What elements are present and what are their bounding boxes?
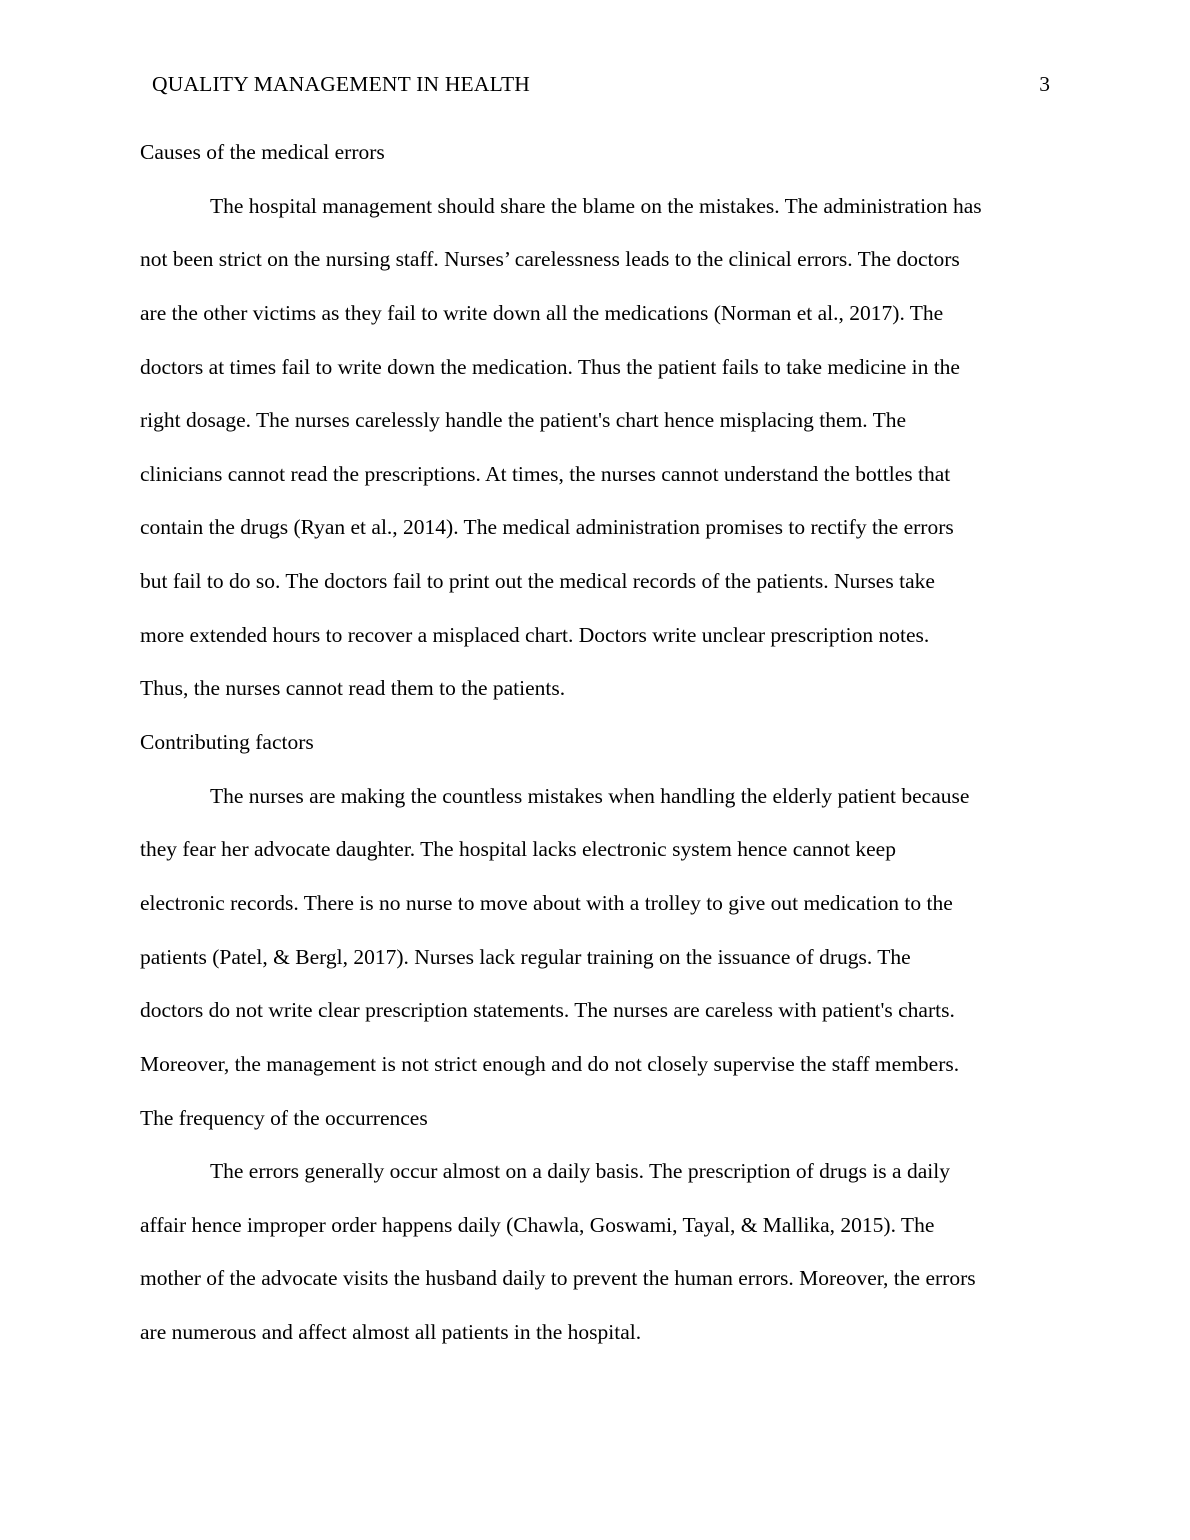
section-heading: The frequency of the occurrences <box>140 1105 428 1130</box>
paragraph-line: but fail to do so. The doctors fail to print out the medical records of the patients. Nurses take <box>140 569 935 594</box>
paragraph-line: doctors do not write clear prescription statements. The nurses are careless with patient's charts. <box>140 998 955 1023</box>
page-number: 3 <box>1039 72 1050 96</box>
paragraph-line: Thus, the nurses cannot read them to the patients. <box>140 676 566 701</box>
paragraph-line: mother of the advocate visits the husband daily to prevent the human errors. Moreover, the errors <box>140 1266 976 1291</box>
section-heading: Contributing factors <box>140 730 314 755</box>
document-body <box>140 126 1060 1360</box>
paragraph-line: are the other victims as they fail to write down all the medications (Norman et al., 2017). The <box>140 300 944 325</box>
paragraph-line: are numerous and affect almost all patients in the hospital. <box>140 1320 642 1345</box>
running-head: QUALITY MANAGEMENT IN HEALTH <box>152 72 531 96</box>
paragraph-line: The errors generally occur almost on a daily basis. The prescription of drugs is a daily <box>210 1159 950 1184</box>
page-header <box>152 70 1050 98</box>
section-heading: Causes of the medical errors <box>140 140 385 164</box>
paragraph-line: right dosage. The nurses carelessly handle the patient's chart hence misplacing them. The <box>140 408 907 433</box>
paragraph-line: not been strict on the nursing staff. Nurses’ carelessness leads to the clinical errors. The doctors <box>140 247 960 272</box>
paragraph-line: The hospital management should share the blame on the mistakes. The administration has <box>210 193 982 218</box>
paragraph-line: The nurses are making the countless mistakes when handling the elderly patient because <box>210 783 970 808</box>
paragraph-line: more extended hours to recover a misplaced chart. Doctors write unclear prescription notes. <box>140 622 930 647</box>
paragraph-line: clinicians cannot read the prescriptions. At times, the nurses cannot understand the bottles that <box>140 461 951 486</box>
paragraph-line: Moreover, the management is not strict enough and do not closely supervise the staff members. <box>140 1051 960 1076</box>
paragraph-line: doctors at times fail to write down the medication. Thus the patient fails to take medicine in the <box>140 354 960 379</box>
paragraph-line: patients (Patel, & Bergl, 2017). Nurses lack regular training on the issuance of drugs. The <box>140 944 911 969</box>
paragraph-line: they fear her advocate daughter. The hospital lacks electronic system hence cannot keep <box>140 837 896 862</box>
paragraph-line: affair hence improper order happens daily (Chawla, Goswami, Tayal, & Mallika, 2015). The <box>140 1212 935 1237</box>
paragraph-line: electronic records. There is no nurse to move about with a trolley to give out medication to the <box>140 890 953 915</box>
paragraph-line: contain the drugs (Ryan et al., 2014). The medical administration promises to rectify the errors <box>140 515 954 540</box>
